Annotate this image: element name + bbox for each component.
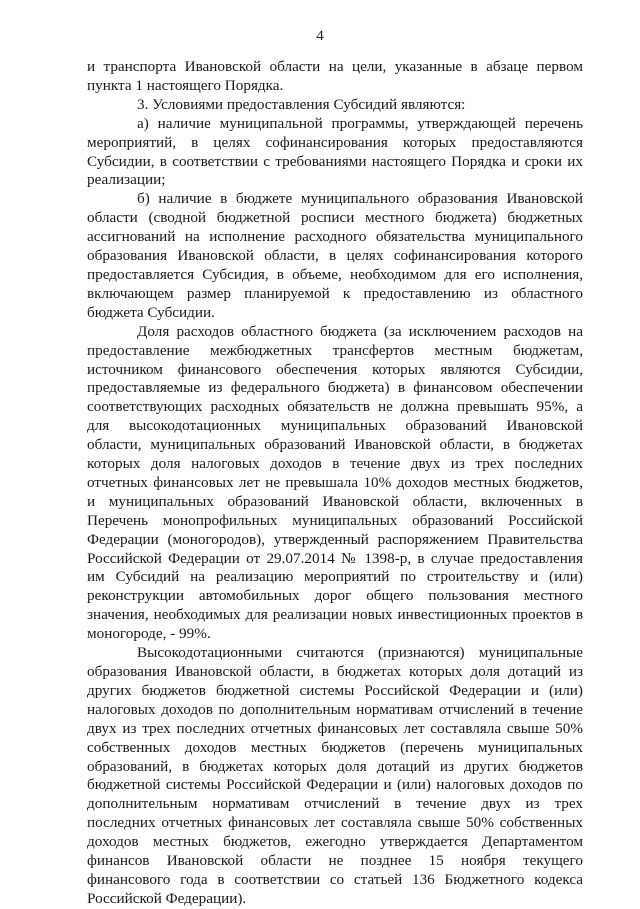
text-line: образования Ивановской области, в целях софинансирования которого (87, 247, 583, 265)
text-line: для высокодотационных муниципальных образований Ивановской (87, 417, 583, 435)
text-line: бюджетной системы Российской Федерации и (или) налоговых доходов по (87, 776, 583, 794)
text-line: Доля расходов областного бюджета (за исключением расходов на (137, 322, 583, 340)
text-line: доходов местных бюджетов, ежегодно утверждается Департаментом (87, 833, 583, 851)
text-line: б) наличие в бюджете муниципального образования Ивановской (137, 190, 583, 208)
text-line: налоговых доходов по дополнительным нормативам отчислений в течение (87, 700, 583, 718)
text-line: а) наличие муниципальной программы, утверждающей перечень (137, 114, 583, 132)
text-line: реализации; (87, 171, 166, 189)
text-line: образований, в бюджетах которых доля дотаций из других бюджетов (87, 757, 583, 775)
paragraph-high-subsidy-definition (87, 644, 583, 909)
paragraph-continuation (87, 58, 583, 96)
text-line: и муниципальных образований Ивановской области, включенных в (87, 492, 583, 510)
text-line: предоставление межбюджетных трансфертов местным бюджетам, (87, 341, 583, 359)
text-line: области, муниципальных образований Ивановской области, в бюджетах (87, 436, 583, 454)
document-body (87, 58, 583, 909)
text-line: 3. Условиями предоставления Субсидий являются: (137, 95, 466, 113)
text-line: моногороде, - 99%. (87, 625, 211, 643)
text-line: Субсидии, в соответствии с требованиями настоящего Порядка и сроки их (87, 152, 583, 170)
text-line: других бюджетов бюджетной системы Российской Федерации и (или) (87, 681, 583, 699)
text-line: собственных доходов местных бюджетов (перечень муниципальных (87, 738, 583, 756)
text-line: им Субсидий на реализацию мероприятий по строительству и (или) (87, 568, 583, 586)
text-line: отчетных финансовых лет не превышала 10% доходов местных бюджетов, (87, 473, 583, 491)
text-line: мероприятий, в целях софинансирования которых предоставляются (87, 133, 583, 151)
text-line: Российской Федерации). (87, 889, 247, 907)
text-line: Федерации (моногородов), утвержденный распоряжением Правительства (87, 530, 583, 548)
text-line: Перечень монопрофильных муниципальных образований Российской (87, 511, 583, 529)
paragraph-item-a (87, 115, 583, 191)
text-line: и транспорта Ивановской области на цели, указанные в абзаце первом (87, 58, 583, 75)
text-line: финансового года в соответствии со статьей 136 Бюджетного кодекса (87, 870, 583, 888)
paragraph-item-b (87, 190, 583, 322)
paragraph-budget-share (87, 323, 583, 644)
paragraph-clause-3 (87, 96, 583, 115)
text-line: последних отчетных финансовых лет составляла свыше 50% собственных (87, 814, 583, 832)
page-number: 4 (316, 28, 324, 44)
text-line: Российской Федерации от 29.07.2014 № 1398-р, в случае предоставления (87, 549, 583, 567)
text-line: реконструкции автомобильных дорог общего пользования местного (87, 587, 583, 605)
text-line: которых доля налоговых доходов в течение двух из трех последних (87, 455, 583, 473)
text-line: дополнительным нормативам отчислений в течение двух из трех (87, 795, 583, 813)
text-line: образования Ивановской области, в бюджетах которых доля дотаций из (87, 663, 583, 680)
text-line: двух из трех последних отчетных финансовых лет составляла свыше 50% (87, 719, 583, 737)
text-line: ассигнований на исполнение расходного обязательства муниципального (87, 228, 583, 246)
text-line: области (сводной бюджетной росписи местного бюджета) бюджетных (87, 209, 583, 227)
text-line: значения, необходимых для реализации новых инвестиционных проектов в (87, 606, 583, 624)
text-line: бюджета Субсидии. (87, 303, 215, 321)
text-line: включающем размер планируемой к предоставлению из областного (87, 284, 583, 302)
text-line: пункта 1 настоящего Порядка. (87, 76, 284, 94)
text-line: предоставляется Субсидия, в объеме, необходимом для его исполнения, (87, 265, 583, 283)
text-line: источником финансового обеспечения которых являются Субсидии, (87, 360, 583, 378)
text-line: финансов Ивановской области не позднее 15 ноября текущего (87, 852, 583, 870)
text-line: предоставляемые из федерального бюджета) в финансовом обеспечении (87, 379, 583, 397)
text-line: Высокодотационными считаются (признаются) муниципальные (137, 644, 583, 662)
text-line: соответствующих расходных обязательств не должна превышать 95%, а (87, 398, 583, 416)
